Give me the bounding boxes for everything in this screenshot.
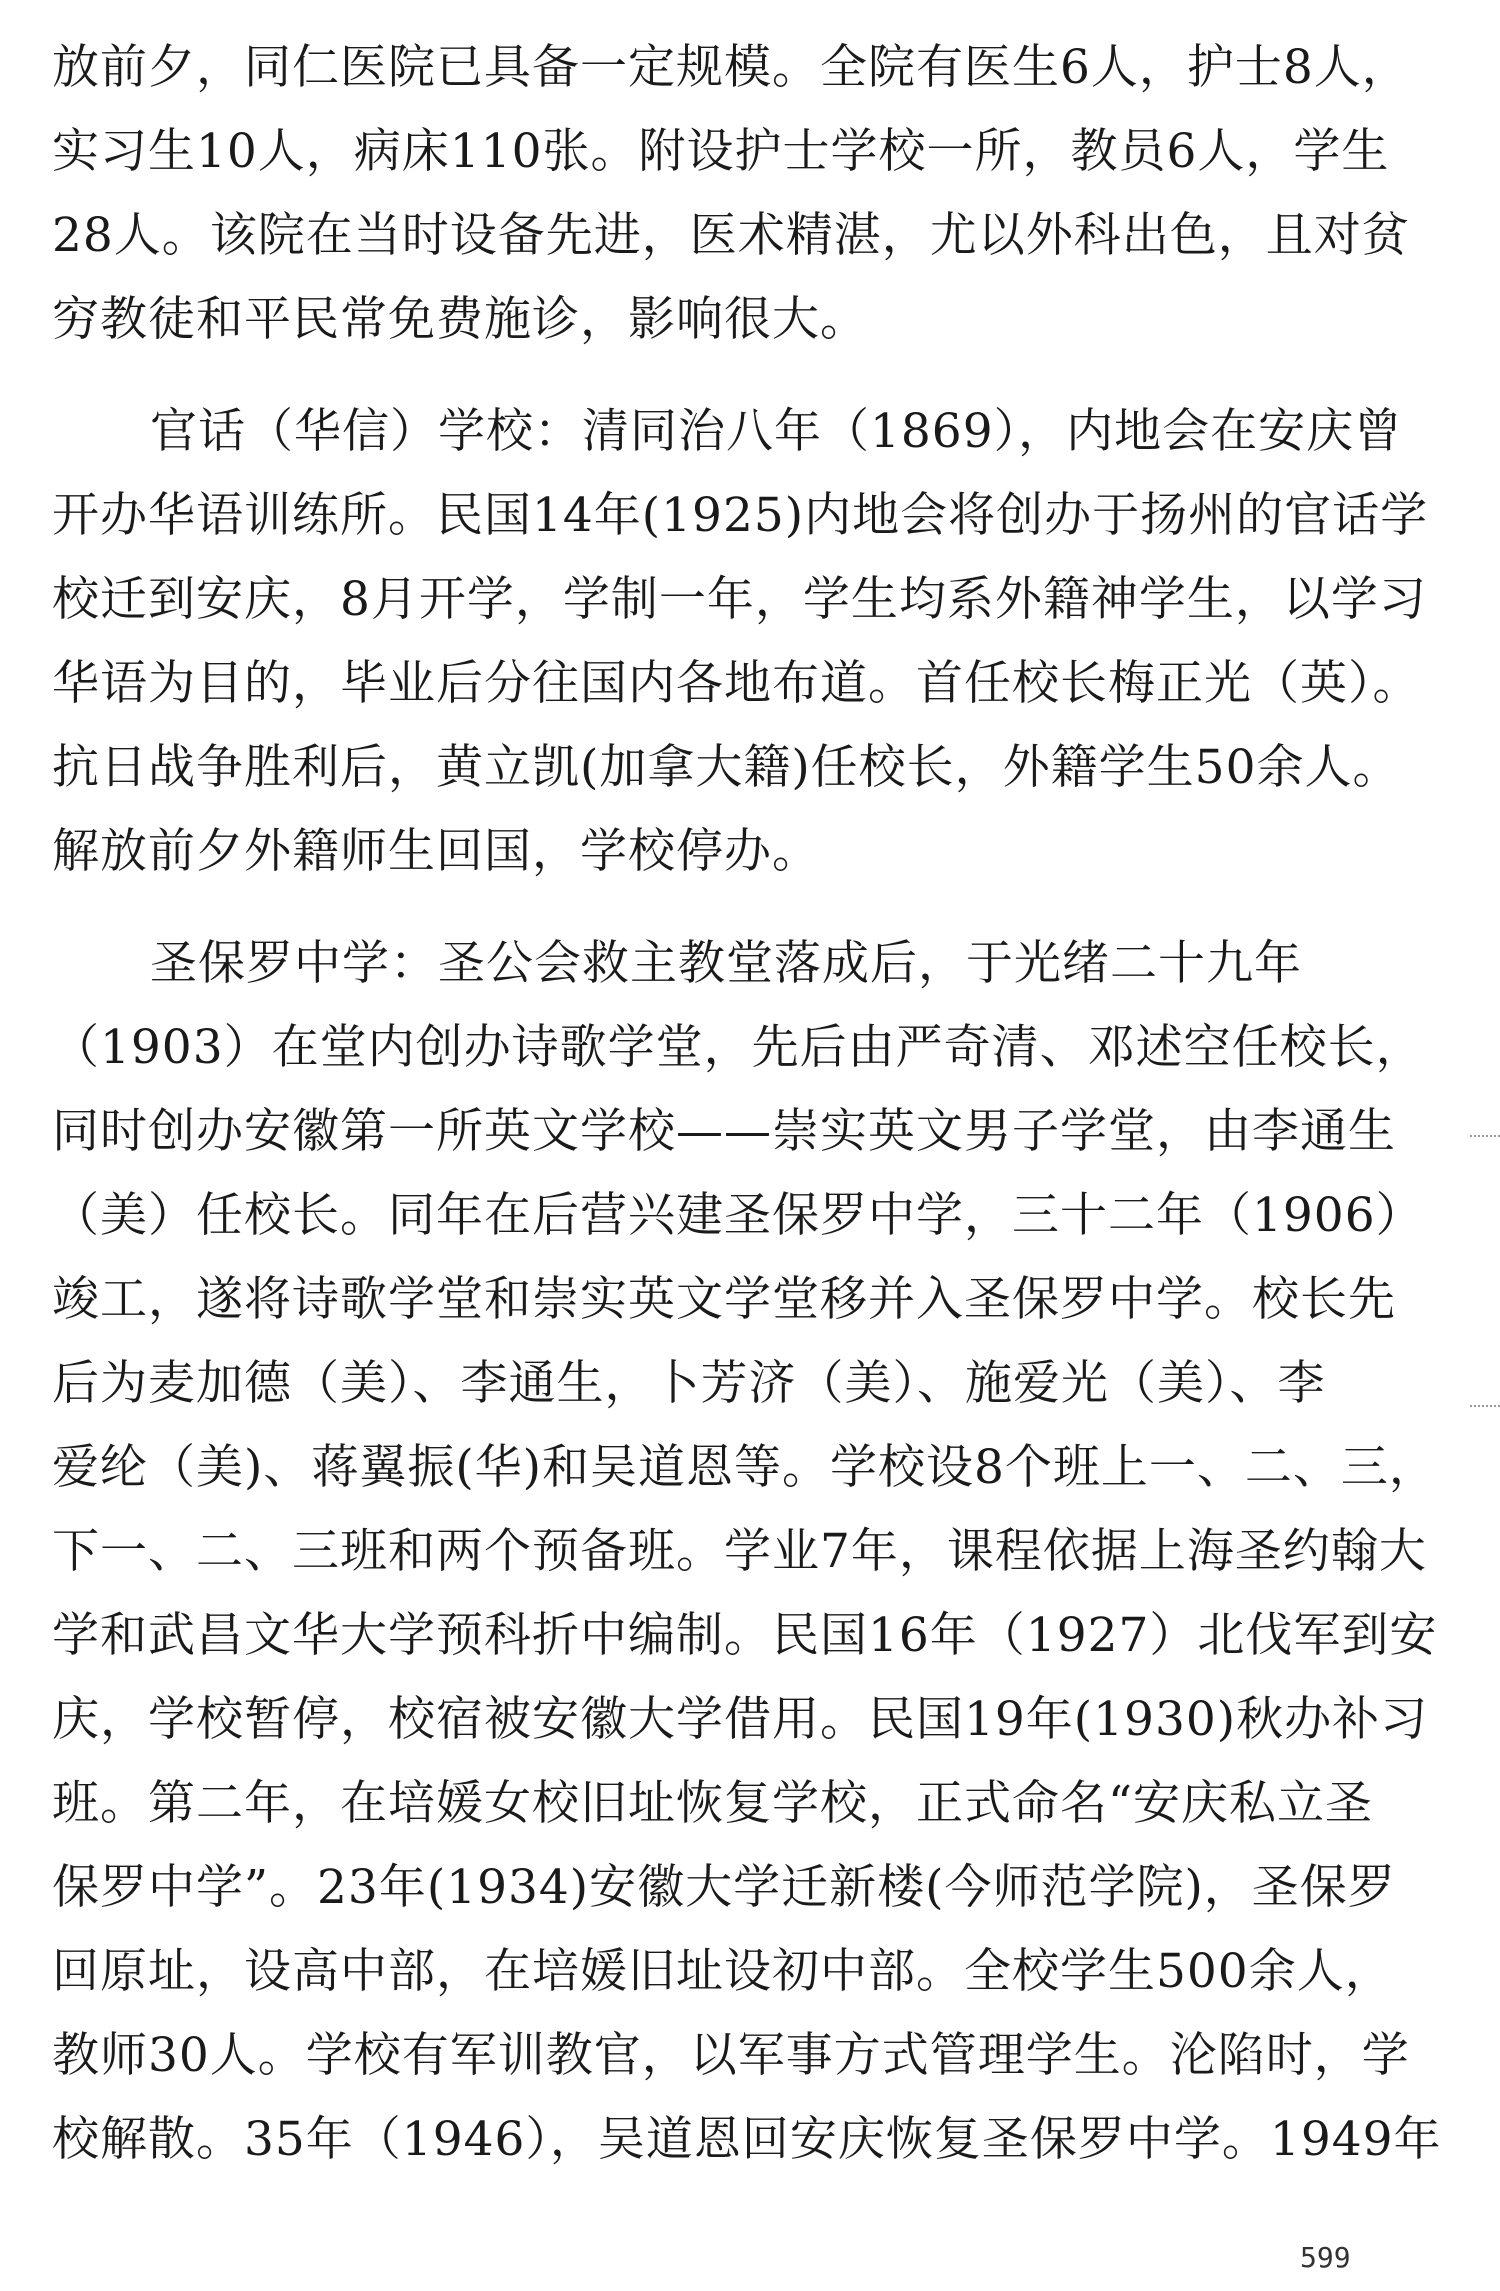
paragraph-first-line: 圣保罗中学：圣公会救主教堂落成后，于光绪二十九年	[150, 936, 1302, 991]
scan-mark	[1470, 1135, 1500, 1137]
text-line: 华语为目的，毕业后分往国内各地布道。首任校长梅正光（英）。	[52, 656, 1421, 711]
text-line: 28人。该院在当时设备先进，医术精湛，尤以外科出色，且对贫	[52, 208, 1410, 263]
scan-mark	[1470, 1405, 1500, 1407]
text-line: 竣工，遂将诗歌学堂和崇实英文学堂移并入圣保罗中学。校长先	[52, 1272, 1396, 1327]
text-line: 爱纶（美)、蒋翼振(华)和吴道恩等。学校设8个班上一、二、三，	[52, 1440, 1437, 1495]
text-line: 穷教徒和平民常免费施诊，影响很大。	[52, 292, 868, 347]
text-line: 同时创办安徽第一所英文学校——崇实英文男子学堂，由李通生	[52, 1104, 1396, 1159]
paragraph-first-line: 官话（华信）学校：清同治八年（1869），内地会在安庆曾	[150, 404, 1403, 459]
text-line: 学和武昌文华大学预科折中编制。民国16年（1927）北伐军到安	[52, 1608, 1438, 1663]
text-line: 庆，学校暂停，校宿被安徽大学借用。民国19年(1930)秋办补习	[52, 1692, 1429, 1747]
text-line: 下一、二、三班和两个预备班。学业7年，课程依据上海圣约翰大	[52, 1524, 1427, 1579]
text-line: 实习生10人，病床110张。附设护士学校一所，教员6人，学生	[52, 124, 1390, 179]
text-line: 解放前夕外籍师生回国，学校停办。	[52, 824, 820, 879]
text-line: 校迁到安庆，8月开学，学制一年，学生均系外籍神学生，以学习	[52, 572, 1427, 627]
text-line: 校解散。35年（1946），吴道恩回安庆恢复圣保罗中学。1949年	[52, 2112, 1442, 2167]
page-number: 599	[1300, 2241, 1351, 2274]
text-line: 班。第二年，在培媛女校旧址恢复学校，正式命名“安庆私立圣	[52, 1776, 1374, 1831]
text-line: 教师30人。学校有军训教官，以军事方式管理学生。沦陷时，学	[52, 2028, 1410, 2083]
text-line: 放前夕，同仁医院已具备一定规模。全院有医生6人，护士8人，	[52, 40, 1410, 95]
text-line: （美）任校长。同年在后营兴建圣保罗中学，三十二年（1906）	[52, 1188, 1424, 1243]
text-line: 开办华语训练所。民国14年(1925)内地会将创办于扬州的官话学	[52, 488, 1429, 543]
text-line: （1903）在堂内创办诗歌学堂，先后由严奇清、邓述空任校长，	[52, 1020, 1424, 1075]
text-line: 保罗中学”。23年(1934)安徽大学迁新楼(今师范学院)，圣保罗	[52, 1860, 1396, 1915]
text-line: 抗日战争胜利后，黄立凯(加拿大籍)任校长，外籍学生50余人。	[52, 740, 1401, 795]
text-line: 回原址，设高中部，在培媛旧址设初中部。全校学生500余人，	[52, 1944, 1393, 1999]
text-line: 后为麦加德（美）、李通生，卜芳济（美）、施爱光（美）、李	[52, 1356, 1326, 1411]
